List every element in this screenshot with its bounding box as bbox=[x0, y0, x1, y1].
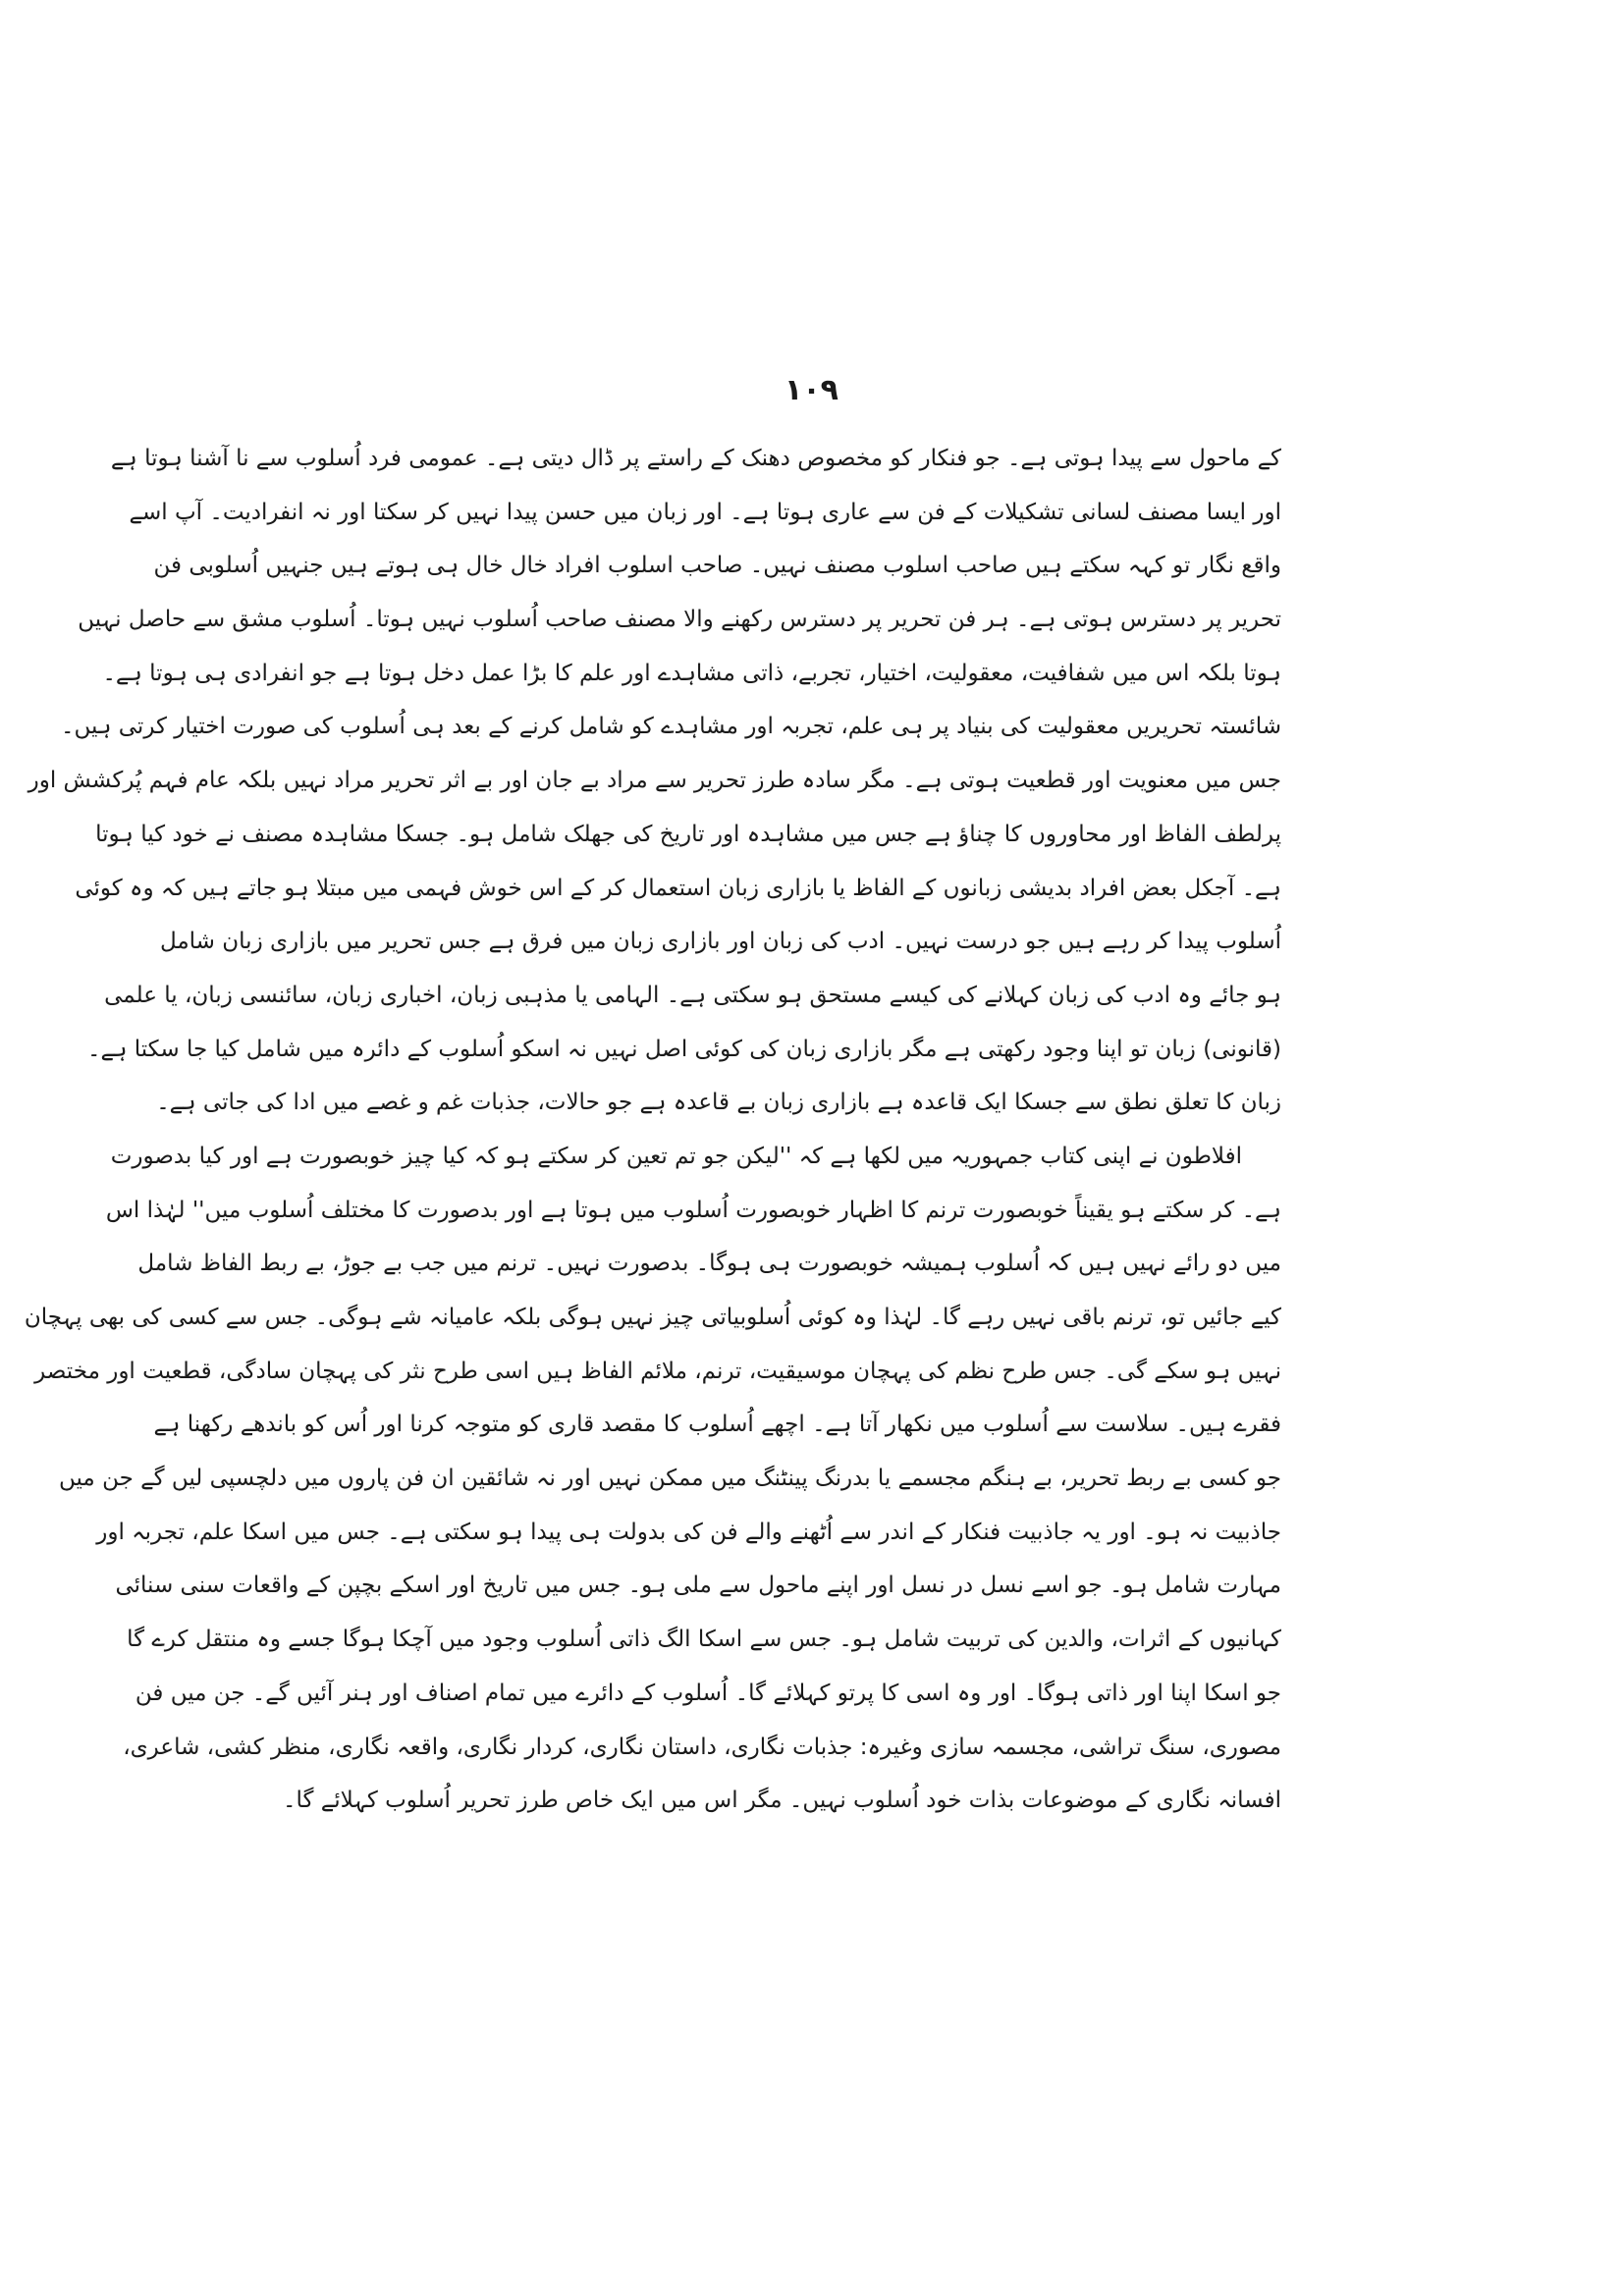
body-text bbox=[24, 432, 1281, 1828]
text-line: تحریر پر دسترس ہوتی ہے۔ ہر فن تحریر پر دسترس رکھنے والا مصنف صاحب اُسلوب نہیں ہوتا۔ اُسلوب مشق سے حاصل نہیں bbox=[78, 607, 1281, 633]
text-line: واقع نگار تو کہہ سکتے ہیں صاحب اسلوب مصنف نہیں۔ صاحب اسلوب افراد خال خال ہی ہوتے ہیں جنہیں اُسلوبی فن bbox=[153, 553, 1281, 579]
text-line: جو کسی بے ربط تحریر، بے ہنگم مجسمے یا بدرنگ پینٹنگ میں ممکن نہیں اور نہ شائقین ان فن پاروں میں دلچسپی لیں گے جن میں bbox=[58, 1466, 1281, 1492]
text-line: شائستہ تحریریں معقولیت کی بنیاد پر ہی علم، تجربہ اور مشاہدے کو شامل کرنے کے بعد ہی اُسلوب کی صورت اختیار کرتی ہیں۔ bbox=[61, 714, 1281, 740]
text-line: ہے۔ کر سکتے ہو یقیناً خوبصورت ترنم کا اظہار خوبصورت اُسلوب میں ہوتا ہے اور بدصورت کا مختلف اُسلوب میں'' لہٰذا اس bbox=[105, 1197, 1281, 1223]
text-line: (قانونی) زبان تو اپنا وجود رکھتی ہے مگر بازاری زبان کی کوئی اصل نہیں نہ اسکو اُسلوب کے دائرہ میں شامل کیا جا سکتا ہے۔ bbox=[86, 1036, 1281, 1062]
text-line: جاذبیت نہ ہو۔ اور یہ جاذبیت فنکار کے اندر سے اُٹھنے والے فن کی بدولت ہی پیدا ہو سکتی ہے۔ جس میں اسکا علم، تجربہ اور bbox=[96, 1519, 1281, 1545]
text-line: زبان کا تعلق نطق سے جسکا ایک قاعدہ ہے بازاری زبان بے قاعدہ ہے جو حالات، جذبات غم و غصے میں ادا کی جاتی ہے۔ bbox=[156, 1090, 1281, 1116]
text-line: اور ایسا مصنف لسانی تشکیلات کے فن سے عاری ہوتا ہے۔ اور زبان میں حسن پیدا نہیں کر سکتا اور نہ انفرادیت۔ آپ اسے bbox=[129, 499, 1281, 525]
text-line: کہانیوں کے اثرات، والدین کی تربیت شامل ہو۔ جس سے اسکا الگ ذاتی اُسلوب وجود میں آچکا ہوگا جسے وہ منتقل کرے گا bbox=[127, 1627, 1281, 1653]
text-line: مصوری، سنگ تراشی، مجسمہ سازی وغیرہ: جذبات نگاری، داستان نگاری، کردار نگاری، واقعہ نگاری، منظر کشی، شاعری، bbox=[123, 1734, 1281, 1760]
text-line: اُسلوب پیدا کر رہے ہیں جو درست نہیں۔ ادب کی زبان اور بازاری زبان میں فرق ہے جس تحریر میں بازاری زبان شامل bbox=[159, 929, 1281, 955]
text-line: افسانہ نگاری کے موضوعات بذات خود اُسلوب نہیں۔ مگر اس میں ایک خاص طرز تحریر اُسلوب کہلائے گا۔ bbox=[283, 1788, 1281, 1814]
text-line: جس میں معنویت اور قطعیت ہوتی ہے۔ مگر سادہ طرز تحریر سے مراد بے جان اور بے اثر تحریر مراد نہیں بلکہ عام فہم پُرکشش اور bbox=[27, 768, 1281, 794]
text-line: پرلطف الفاظ اور محاوروں کا چناؤ ہے جس میں مشاہدہ اور تاریخ کی جھلک شامل ہو۔ جسکا مشاہدہ مصنف نے خود کیا ہوتا bbox=[95, 821, 1281, 847]
text-line: میں دو رائے نہیں ہیں کہ اُسلوب ہمیشہ خوبصورت ہی ہوگا۔ بدصورت نہیں۔ ترنم میں جب بے جوڑ، بے ربط الفاظ شامل bbox=[137, 1251, 1281, 1277]
text-line: جو اسکا اپنا اور ذاتی ہوگا۔ اور وہ اسی کا پرتو کہلائے گا۔ اُسلوب کے دائرے میں تمام اصناف اور ہنر آئیں گے۔ جن میں فن bbox=[135, 1680, 1281, 1706]
text-line: ہوتا بلکہ اس میں شفافیت، معقولیت، اختیار، تجربے، ذاتی مشاہدے اور علم کا بڑا عمل دخل ہوتا ہے جو انفرادی ہی ہوتا ہے۔ bbox=[102, 660, 1281, 686]
text-line: ہے۔ آجکل بعض افراد بدیشی زبانوں کے الفاظ یا بازاری زبان استعمال کر کے اس خوش فہمی میں مبتلا ہو جاتے ہیں کہ وہ کوئی bbox=[75, 875, 1281, 901]
text-line: مہارت شامل ہو۔ جو اسے نسل در نسل اور اپنے ماحول سے ملی ہو۔ جس میں تاریخ اور اسکے بچپن کے واقعات سنی سنائی bbox=[115, 1573, 1281, 1599]
text-line: نہیں ہو سکے گی۔ جس طرح نظم کی پہچان موسیقیت، ترنم، ملائم الفاظ ہیں اسی طرح نثر کی پہچان سادگی، قطعیت اور مختصر bbox=[34, 1358, 1281, 1384]
text-line: افلاطون نے اپنی کتاب جمہوریہ میں لکھا ہے کہ ''لیکن جو تم تعین کر سکتے ہو کہ کیا چیز خوبصورت ہے اور کیا بدصورت bbox=[110, 1143, 1242, 1169]
text-line: ہو جائے وہ ادب کی زبان کہلانے کی کیسے مستحق ہو سکتی ہے۔ الہامی یا مذہبی زبان، اخباری زبان، سائنسی زبان، یا علمی bbox=[104, 982, 1281, 1008]
text-line: کیے جائیں تو، ترنم باقی نہیں رہے گا۔ لہٰذا وہ کوئی اُسلوبیاتی چیز نہیں ہوگی بلکہ عامیانہ شے ہوگی۔ جس سے کسی کی بھی پہچان bbox=[24, 1305, 1281, 1330]
text-line: فقرے ہیں۔ سلاست سے اُسلوب میں نکھار آتا ہے۔ اچھے اُسلوب کا مقصد قاری کو متوجہ کرنا اور اُس کو باندھے رکھنا ہے bbox=[153, 1412, 1281, 1438]
text-line: کے ماحول سے پیدا ہوتی ہے۔ جو فنکار کو مخصوص دھنک کے راستے پر ڈال دیتی ہے۔ عمومی فرد اُسلوب سے نا آشنا ہوتا ہے bbox=[110, 446, 1281, 471]
page-number: ۱۰۹ bbox=[784, 373, 839, 407]
